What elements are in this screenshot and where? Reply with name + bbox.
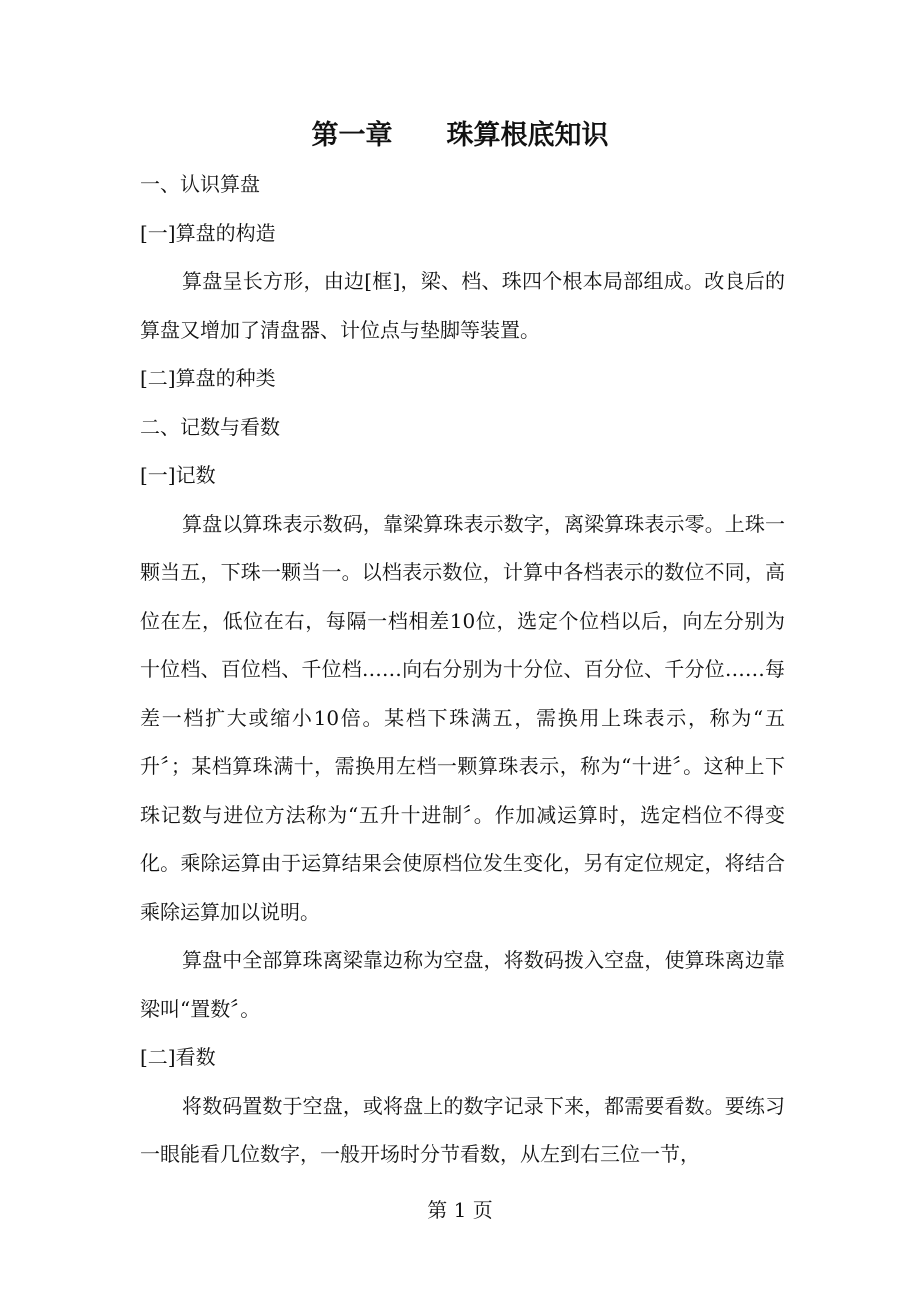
- subsection-heading-types: [二]算盘的种类: [140, 366, 276, 390]
- section-heading-1: 一、认识算盘: [140, 172, 260, 196]
- subsection-heading-notation: [一]记数: [140, 463, 216, 487]
- subsection-heading-structure: [一]算盘的构造: [140, 220, 276, 245]
- section-heading-2: 二、记数与看数: [140, 414, 280, 439]
- chapter-title: 第一章 珠算根底知识: [311, 120, 609, 151]
- paragraph-structure: 算盘呈长方形，由边[框]，梁、档、珠四个根本局部组成。改良后的算盘又增加了清盘器、计位点与垫脚等装置。: [140, 269, 785, 342]
- paragraph-reading: 将数码置数于空盘，或将盘上的数字记录下来，都需要看数。要练习一眼能看几位数字，一般开场时分节看数，从左到右三位一节，: [140, 1093, 785, 1166]
- document-body: [140, 160, 785, 1179]
- page-number: 第 1 页: [427, 1198, 493, 1222]
- subsection-heading-reading: [二]看数: [140, 1045, 216, 1069]
- paragraph-notation: 算盘以算珠表示数码，靠梁算珠表示数字，离梁算珠表示零。上珠一颗当五，下珠一颗当一。以档表示数位，计算中各档表示的数位不同，高位在左，低位在右，每隔一档相差10位，选定个位档以后，向左分别为十位档、百位档、千位档……向右分别为十分位、百分位、千分位……每差一档扩大或缩小10倍。某档下珠满五，需换用上珠表示，称为“五升〞；某档算珠满十，需换用左档一颗算珠表示，称为“十进〞。这种上下珠记数与进位方法称为“五升十进制〞。作加减运算时，选定档位不得变化。乘除运算由于运算结果会使原档位发生变化，另有定位规定，将结合乘除运算加以说明。: [140, 511, 785, 924]
- paragraph-empty-board: 算盘中全部算珠离梁靠边称为空盘，将数码拨入空盘，使算珠离边靠梁叫“置数〞。: [140, 948, 785, 1021]
